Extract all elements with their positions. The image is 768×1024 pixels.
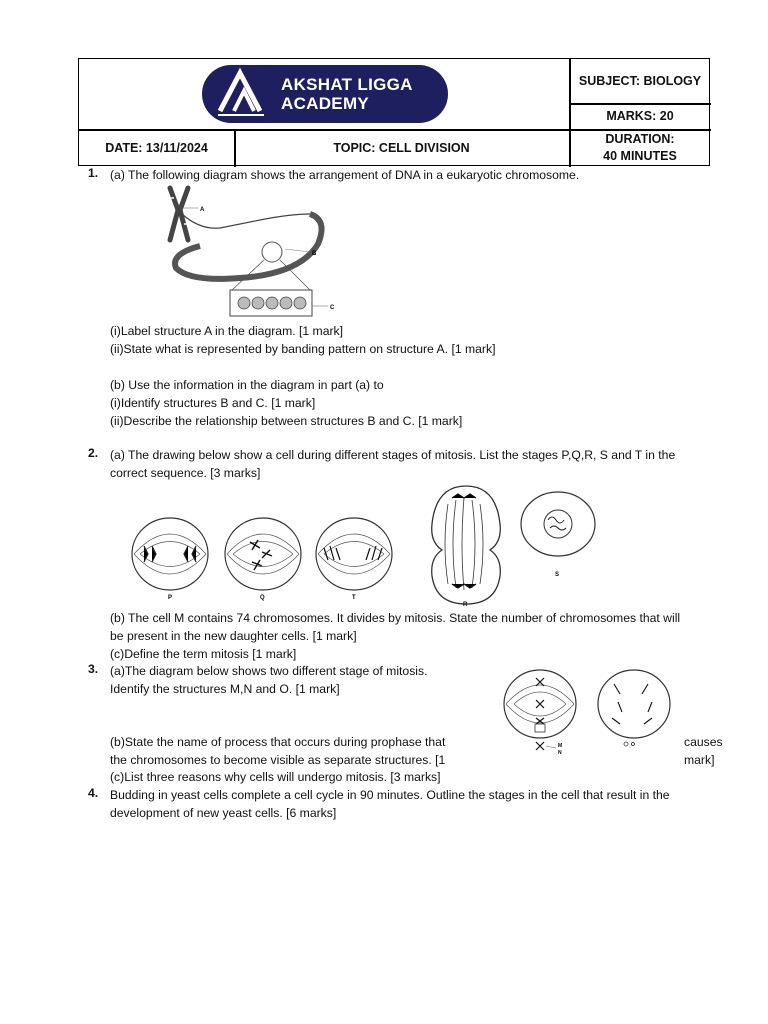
label-s: S: [555, 572, 560, 578]
chromosome-a: [168, 188, 190, 240]
text-line: (a) The drawing below show a cell during different stages of mitosis. List the stages P,Q,R, S and T in the: [110, 448, 676, 462]
text-line: (b) Use the information in the diagram in part (a) to: [110, 378, 384, 392]
duration-label: DURATION:: [605, 132, 675, 146]
academy-logo: [202, 65, 448, 123]
text-line: be present in the new daughter cells. [1 mark]: [110, 629, 357, 643]
label-m: M: [558, 743, 563, 749]
label-q: Q: [260, 595, 265, 601]
text-line: (c)Define the term mitosis [1 mark]: [110, 647, 297, 661]
logo-line-2: ACADEMY: [281, 94, 370, 113]
question-3-part-b-line-2-left: the chromosomes to become visible as separate structures. [1: [110, 753, 446, 767]
header-table: [78, 58, 710, 166]
text-line: [110, 358, 495, 376]
question-1-subparts: [110, 322, 495, 430]
cell-t: [316, 518, 392, 590]
cell-right: [598, 670, 670, 746]
topic-cell: TOPIC: CELL DIVISION: [333, 140, 470, 155]
question-4-text: [110, 786, 670, 822]
question-2-subparts: [110, 609, 680, 663]
duration-value: 40 MINUTES: [603, 149, 677, 163]
two-mitosis-stages-diagram: [500, 666, 680, 761]
duration-cell: [569, 129, 711, 167]
text-line: (a)The diagram below shows two different stage of mitosis.: [110, 664, 428, 678]
label-n: N: [558, 750, 562, 756]
label-t: T: [352, 595, 356, 601]
text-line: (ii)State what is represented by banding pattern on structure A. [1 mark]: [110, 342, 496, 356]
date-cell: DATE: 13/11/2024: [105, 140, 208, 155]
question-3-part-b-line-1-right: causes: [684, 735, 723, 749]
label-r: R: [463, 602, 468, 608]
question-1-number: 1.: [88, 166, 99, 180]
logo-text: [281, 75, 413, 113]
question-3-part-b-line-1-left: (b)State the name of process that occurs during prophase that: [110, 735, 446, 749]
label-p: P: [168, 595, 173, 601]
question-3-part-b-line-2-right: mark]: [684, 753, 715, 767]
question-4-number: 4.: [88, 786, 99, 800]
cell-left: [504, 670, 576, 750]
cell-s: [521, 492, 595, 556]
text-line: (i)Label structure A in the diagram. [1 mark]: [110, 324, 344, 338]
mitosis-stages-diagram: [130, 484, 610, 609]
text-line: Budding in yeast cells complete a cell cycle in 90 minutes. Outline the stages in the cell that result in the: [110, 788, 670, 802]
text-line: (ii)Describe the relationship between structures B and C. [1 mark]: [110, 414, 463, 428]
text-line: (b) The cell M contains 74 chromosomes. It divides by mitosis. State the number of chromosomes that will: [110, 611, 681, 625]
subject-cell: SUBJECT: BIOLOGY: [578, 73, 702, 88]
label-a: A: [200, 207, 205, 213]
label-c: C: [330, 305, 335, 311]
question-3-part-a: [110, 662, 427, 698]
text-line: Identify the structures M,N and O. [1 mark]: [110, 682, 340, 696]
chromosome-dna-diagram: [160, 184, 360, 314]
question-3-part-c: (c)List three reasons why cells will undergo mitosis. [3 marks]: [110, 770, 441, 784]
text-line: (i)Identify structures B and C. [1 mark]: [110, 396, 316, 410]
logo-mark-icon: [214, 65, 274, 123]
label-b: B: [312, 251, 317, 257]
label-o: O: [631, 742, 635, 748]
text-line: correct sequence. [3 marks]: [110, 466, 261, 480]
cell-q: [225, 518, 301, 590]
cell-p: [132, 518, 208, 590]
cell-r: [432, 486, 501, 604]
question-3-number: 3.: [88, 662, 99, 676]
question-1-part-a: [110, 166, 579, 184]
marks-cell: MARKS: 20: [606, 108, 674, 123]
question-2-number: 2.: [88, 446, 99, 460]
logo-line-1: AKSHAT LIGGA: [281, 75, 413, 94]
text-line: (a) The following diagram shows the arrangement of DNA in a eukaryotic chromosome.: [110, 168, 580, 182]
question-2-part-a: [110, 446, 675, 482]
text-line: development of new yeast cells. [6 marks]: [110, 806, 337, 820]
